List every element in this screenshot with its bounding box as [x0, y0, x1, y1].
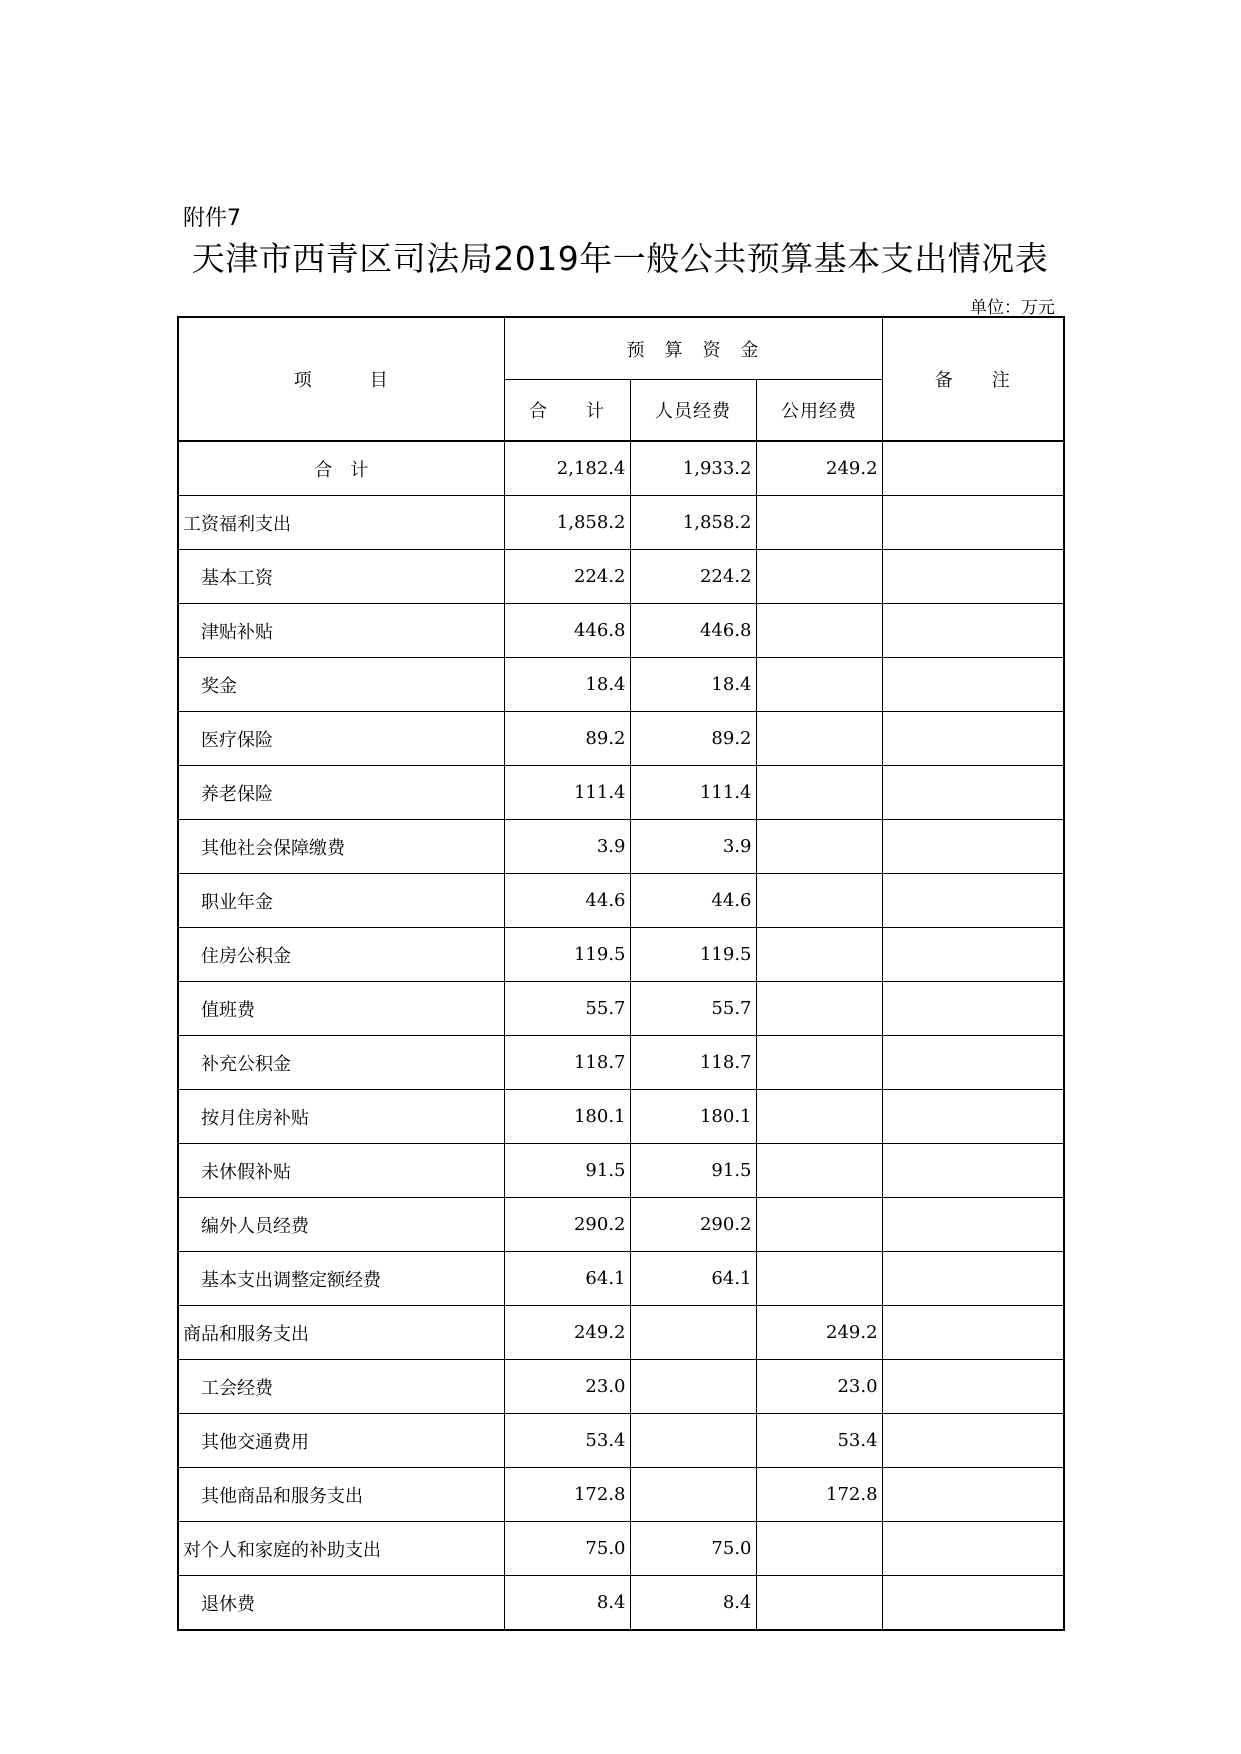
- table-row: [178, 1576, 1064, 1631]
- row-public: [756, 928, 882, 982]
- row-public: 172.8: [756, 1468, 882, 1522]
- table-row: [178, 441, 1064, 496]
- table-row: [178, 550, 1064, 604]
- row-label: 退休费: [178, 1576, 504, 1631]
- table-row: [178, 1198, 1064, 1252]
- row-public: [756, 874, 882, 928]
- row-total: 3.9: [504, 820, 630, 874]
- row-total: 55.7: [504, 982, 630, 1036]
- row-public: [756, 1252, 882, 1306]
- row-public: [756, 604, 882, 658]
- row-personnel: [630, 1468, 756, 1522]
- row-total: 111.4: [504, 766, 630, 820]
- row-remark: [882, 982, 1064, 1036]
- row-personnel: 1,858.2: [630, 496, 756, 550]
- table-row: [178, 1468, 1064, 1522]
- unit-label: 单位：万元: [970, 298, 1055, 318]
- row-public: [756, 658, 882, 712]
- row-public: [756, 1198, 882, 1252]
- budget-table: [177, 316, 1065, 1631]
- attachment-label: 附件7: [183, 206, 241, 231]
- row-remark: [882, 1414, 1064, 1468]
- row-public: [756, 982, 882, 1036]
- row-public: [756, 820, 882, 874]
- table-row: [178, 496, 1064, 550]
- row-label: 商品和服务支出: [178, 1306, 504, 1360]
- row-label: 住房公积金: [178, 928, 504, 982]
- row-label: 工资福利支出: [178, 496, 504, 550]
- table-row: [178, 1144, 1064, 1198]
- table-row: [178, 1090, 1064, 1144]
- row-label: 其他交通费用: [178, 1414, 504, 1468]
- row-remark: [882, 604, 1064, 658]
- table-row: [178, 1306, 1064, 1360]
- header-public: 公用经费: [756, 380, 882, 442]
- row-label: 对个人和家庭的补助支出: [178, 1522, 504, 1576]
- header-budget-funds: 预 算 资 金: [504, 317, 882, 380]
- row-public: [756, 766, 882, 820]
- row-remark: [882, 1198, 1064, 1252]
- row-personnel: [630, 1360, 756, 1414]
- row-remark: [882, 712, 1064, 766]
- row-personnel: [630, 1414, 756, 1468]
- row-public: 249.2: [756, 441, 882, 496]
- row-total: 8.4: [504, 1576, 630, 1631]
- row-total: 1,858.2: [504, 496, 630, 550]
- row-personnel: [630, 1306, 756, 1360]
- row-remark: [882, 766, 1064, 820]
- row-total: 180.1: [504, 1090, 630, 1144]
- row-public: 53.4: [756, 1414, 882, 1468]
- row-label: 其他商品和服务支出: [178, 1468, 504, 1522]
- row-total: 75.0: [504, 1522, 630, 1576]
- table-row: [178, 1252, 1064, 1306]
- row-public: [756, 1144, 882, 1198]
- row-personnel: 119.5: [630, 928, 756, 982]
- row-total: 44.6: [504, 874, 630, 928]
- row-personnel: 180.1: [630, 1090, 756, 1144]
- row-remark: [882, 658, 1064, 712]
- row-label: 未休假补贴: [178, 1144, 504, 1198]
- table-row: [178, 1414, 1064, 1468]
- row-personnel: 446.8: [630, 604, 756, 658]
- row-total: 172.8: [504, 1468, 630, 1522]
- row-remark: [882, 1036, 1064, 1090]
- row-label: 基本工资: [178, 550, 504, 604]
- row-remark: [882, 820, 1064, 874]
- row-label: 基本支出调整定额经费: [178, 1252, 504, 1306]
- table-row: [178, 1036, 1064, 1090]
- row-remark: [882, 928, 1064, 982]
- row-public: 249.2: [756, 1306, 882, 1360]
- row-total: 249.2: [504, 1306, 630, 1360]
- row-public: [756, 712, 882, 766]
- row-public: [756, 1090, 882, 1144]
- row-label: 按月住房补贴: [178, 1090, 504, 1144]
- row-label: 津贴补贴: [178, 604, 504, 658]
- table-row: [178, 820, 1064, 874]
- row-public: [756, 1522, 882, 1576]
- page-title: 天津市西青区司法局2019年一般公共预算基本支出情况表: [191, 239, 1049, 278]
- row-total: 89.2: [504, 712, 630, 766]
- row-remark: [882, 1252, 1064, 1306]
- row-personnel: 1,933.2: [630, 441, 756, 496]
- row-remark: [882, 874, 1064, 928]
- row-personnel: 91.5: [630, 1144, 756, 1198]
- row-label: 工会经费: [178, 1360, 504, 1414]
- row-public: [756, 1576, 882, 1631]
- table-row: [178, 604, 1064, 658]
- row-personnel: 55.7: [630, 982, 756, 1036]
- row-personnel: 89.2: [630, 712, 756, 766]
- row-total: 64.1: [504, 1252, 630, 1306]
- row-label: 医疗保险: [178, 712, 504, 766]
- row-personnel: 224.2: [630, 550, 756, 604]
- row-label: 其他社会保障缴费: [178, 820, 504, 874]
- row-total: 2,182.4: [504, 441, 630, 496]
- row-total: 224.2: [504, 550, 630, 604]
- row-remark: [882, 1306, 1064, 1360]
- row-personnel: 8.4: [630, 1576, 756, 1631]
- header-item: 项 目: [178, 317, 504, 441]
- table-row: [178, 658, 1064, 712]
- row-label: 职业年金: [178, 874, 504, 928]
- row-personnel: 44.6: [630, 874, 756, 928]
- header-remark: 备 注: [882, 317, 1064, 441]
- row-personnel: 290.2: [630, 1198, 756, 1252]
- row-label: 值班费: [178, 982, 504, 1036]
- row-public: 23.0: [756, 1360, 882, 1414]
- row-total: 118.7: [504, 1036, 630, 1090]
- row-remark: [882, 1144, 1064, 1198]
- row-total: 119.5: [504, 928, 630, 982]
- row-personnel: 64.1: [630, 1252, 756, 1306]
- row-remark: [882, 441, 1064, 496]
- row-label: 补充公积金: [178, 1036, 504, 1090]
- row-label: 奖金: [178, 658, 504, 712]
- row-remark: [882, 1360, 1064, 1414]
- row-personnel: 3.9: [630, 820, 756, 874]
- row-personnel: 75.0: [630, 1522, 756, 1576]
- row-remark: [882, 550, 1064, 604]
- header-personnel: 人员经费: [630, 380, 756, 442]
- row-remark: [882, 496, 1064, 550]
- row-total: 18.4: [504, 658, 630, 712]
- row-public: [756, 496, 882, 550]
- row-total: 91.5: [504, 1144, 630, 1198]
- table-row: [178, 712, 1064, 766]
- header-total: 合 计: [504, 380, 630, 442]
- table-row: [178, 1360, 1064, 1414]
- row-label: 合 计: [178, 441, 504, 496]
- row-personnel: 18.4: [630, 658, 756, 712]
- row-remark: [882, 1576, 1064, 1631]
- table-row: [178, 982, 1064, 1036]
- row-total: 446.8: [504, 604, 630, 658]
- row-label: 编外人员经费: [178, 1198, 504, 1252]
- table-row: [178, 766, 1064, 820]
- row-remark: [882, 1522, 1064, 1576]
- row-total: 290.2: [504, 1198, 630, 1252]
- row-personnel: 118.7: [630, 1036, 756, 1090]
- row-total: 23.0: [504, 1360, 630, 1414]
- row-label: 养老保险: [178, 766, 504, 820]
- table-row: [178, 1522, 1064, 1576]
- table-row: [178, 928, 1064, 982]
- header-row-1: [178, 317, 1064, 380]
- row-public: [756, 550, 882, 604]
- row-total: 53.4: [504, 1414, 630, 1468]
- row-public: [756, 1036, 882, 1090]
- row-remark: [882, 1090, 1064, 1144]
- table-row: [178, 874, 1064, 928]
- table-body: [178, 441, 1064, 1630]
- row-personnel: 111.4: [630, 766, 756, 820]
- row-remark: [882, 1468, 1064, 1522]
